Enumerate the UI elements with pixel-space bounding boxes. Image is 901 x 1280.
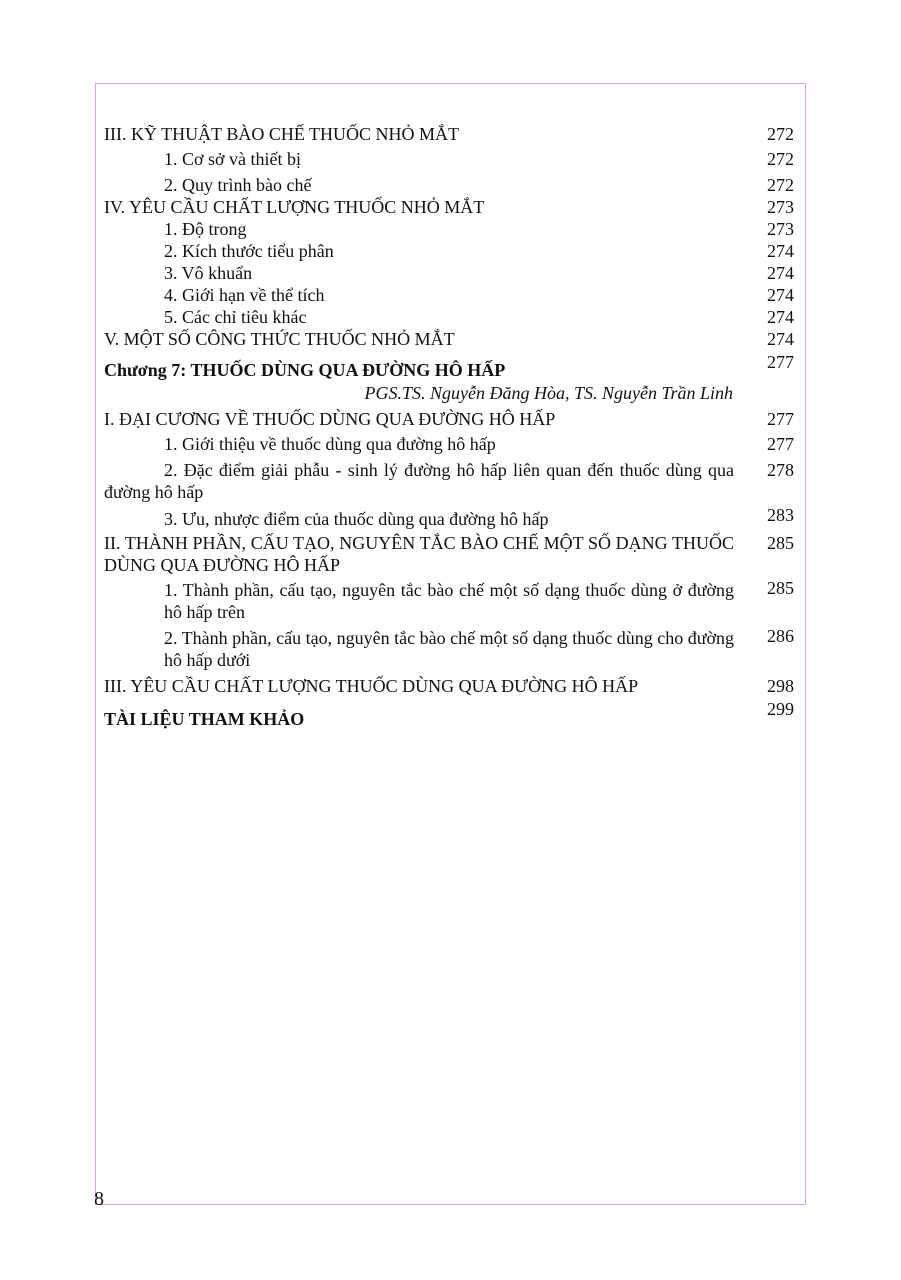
toc-entry-title: 4. Giới hạn về thể tích	[164, 285, 325, 305]
toc-entry-title: 1. Giới thiệu về thuốc dùng qua đường hô hấp	[164, 434, 496, 454]
toc-entry-page: 277	[767, 352, 794, 372]
toc-entry-title: Chương 7: THUỐC DÙNG QUA ĐƯỜNG HÔ HẤP	[104, 360, 506, 380]
toc-entry-page: 277	[767, 434, 794, 454]
toc-entry-page: 272	[767, 149, 794, 169]
toc-entry-page: 286	[767, 626, 794, 646]
toc-entry-title: 1. Thành phần, cấu tạo, nguyên tắc bào chế một số dạng thuốc dùng ở đường hô hấp trên	[164, 580, 734, 622]
toc-entry-title: 2. Thành phần, cấu tạo, nguyên tắc bào chế một số dạng thuốc dùng cho đường hô hấp dưới	[164, 628, 734, 670]
toc-entry-page: 283	[767, 505, 794, 525]
toc-entry-page: 274	[767, 329, 794, 349]
toc-entry-title: 2. Đặc điểm giải phẫu - sinh lý đường hô hấp liên quan đến thuốc dùng qua đường hô hấp	[104, 460, 734, 502]
page-number: 8	[94, 1188, 104, 1210]
toc-entry-page: 272	[767, 175, 794, 195]
toc-entry-title: III. KỸ THUẬT BÀO CHẾ THUỐC NHỎ MẮT	[104, 124, 459, 144]
toc-entry-page: 272	[767, 124, 794, 144]
toc-entry-title: 2. Kích thước tiểu phân	[164, 241, 334, 261]
toc-entry-page: 298	[767, 676, 794, 696]
toc-entry-title: TÀI LIỆU THAM KHẢO	[104, 709, 305, 729]
toc-entry-page: 273	[767, 197, 794, 217]
toc-entry-title: 1. Cơ sở và thiết bị	[164, 149, 302, 169]
toc-entry-page: 277	[767, 409, 794, 429]
toc-entry-page: 274	[767, 241, 794, 261]
toc-entry-page: 274	[767, 263, 794, 283]
chapter-authors: PGS.TS. Nguyễn Đăng Hòa, TS. Nguyễn Trần Linh	[364, 383, 733, 403]
toc-entry-title: 5. Các chỉ tiêu khác	[164, 307, 307, 327]
toc-entry-title: 3. Ưu, nhược điểm của thuốc dùng qua đường hô hấp	[164, 509, 549, 529]
toc-entry-title: IV. YÊU CẦU CHẤT LƯỢNG THUỐC NHỎ MẮT	[104, 197, 485, 217]
toc-entry-title: I. ĐẠI CƯƠNG VỀ THUỐC DÙNG QUA ĐƯỜNG HÔ HẤP	[104, 409, 556, 429]
toc-entry-title: V. MỘT SỐ CÔNG THỨC THUỐC NHỎ MẮT	[104, 329, 455, 349]
toc-entry-page: 274	[767, 285, 794, 305]
toc-entry-title: 1. Độ trong	[164, 219, 247, 239]
toc-entry-page: 285	[767, 578, 794, 598]
toc-entry-page: 299	[767, 699, 794, 719]
toc-entry-page: 274	[767, 307, 794, 327]
table-of-contents	[104, 0, 796, 1280]
toc-entry-page: 278	[767, 460, 794, 480]
toc-entry-page: 285	[767, 533, 794, 553]
toc-entry-title: III. YÊU CẦU CHẤT LƯỢNG THUỐC DÙNG QUA ĐƯỜNG HÔ HẤP	[104, 676, 639, 696]
toc-entry-title: 2. Quy trình bào chế	[164, 175, 312, 195]
toc-entry-page: 273	[767, 219, 794, 239]
toc-entry-title: 3. Vô khuẩn	[164, 263, 253, 283]
toc-entry-title: II. THÀNH PHẦN, CẤU TẠO, NGUYÊN TẮC BÀO CHẾ MỘT SỐ DẠNG THUỐC DÙNG QUA ĐƯỜNG HÔ HẤP	[104, 533, 734, 575]
